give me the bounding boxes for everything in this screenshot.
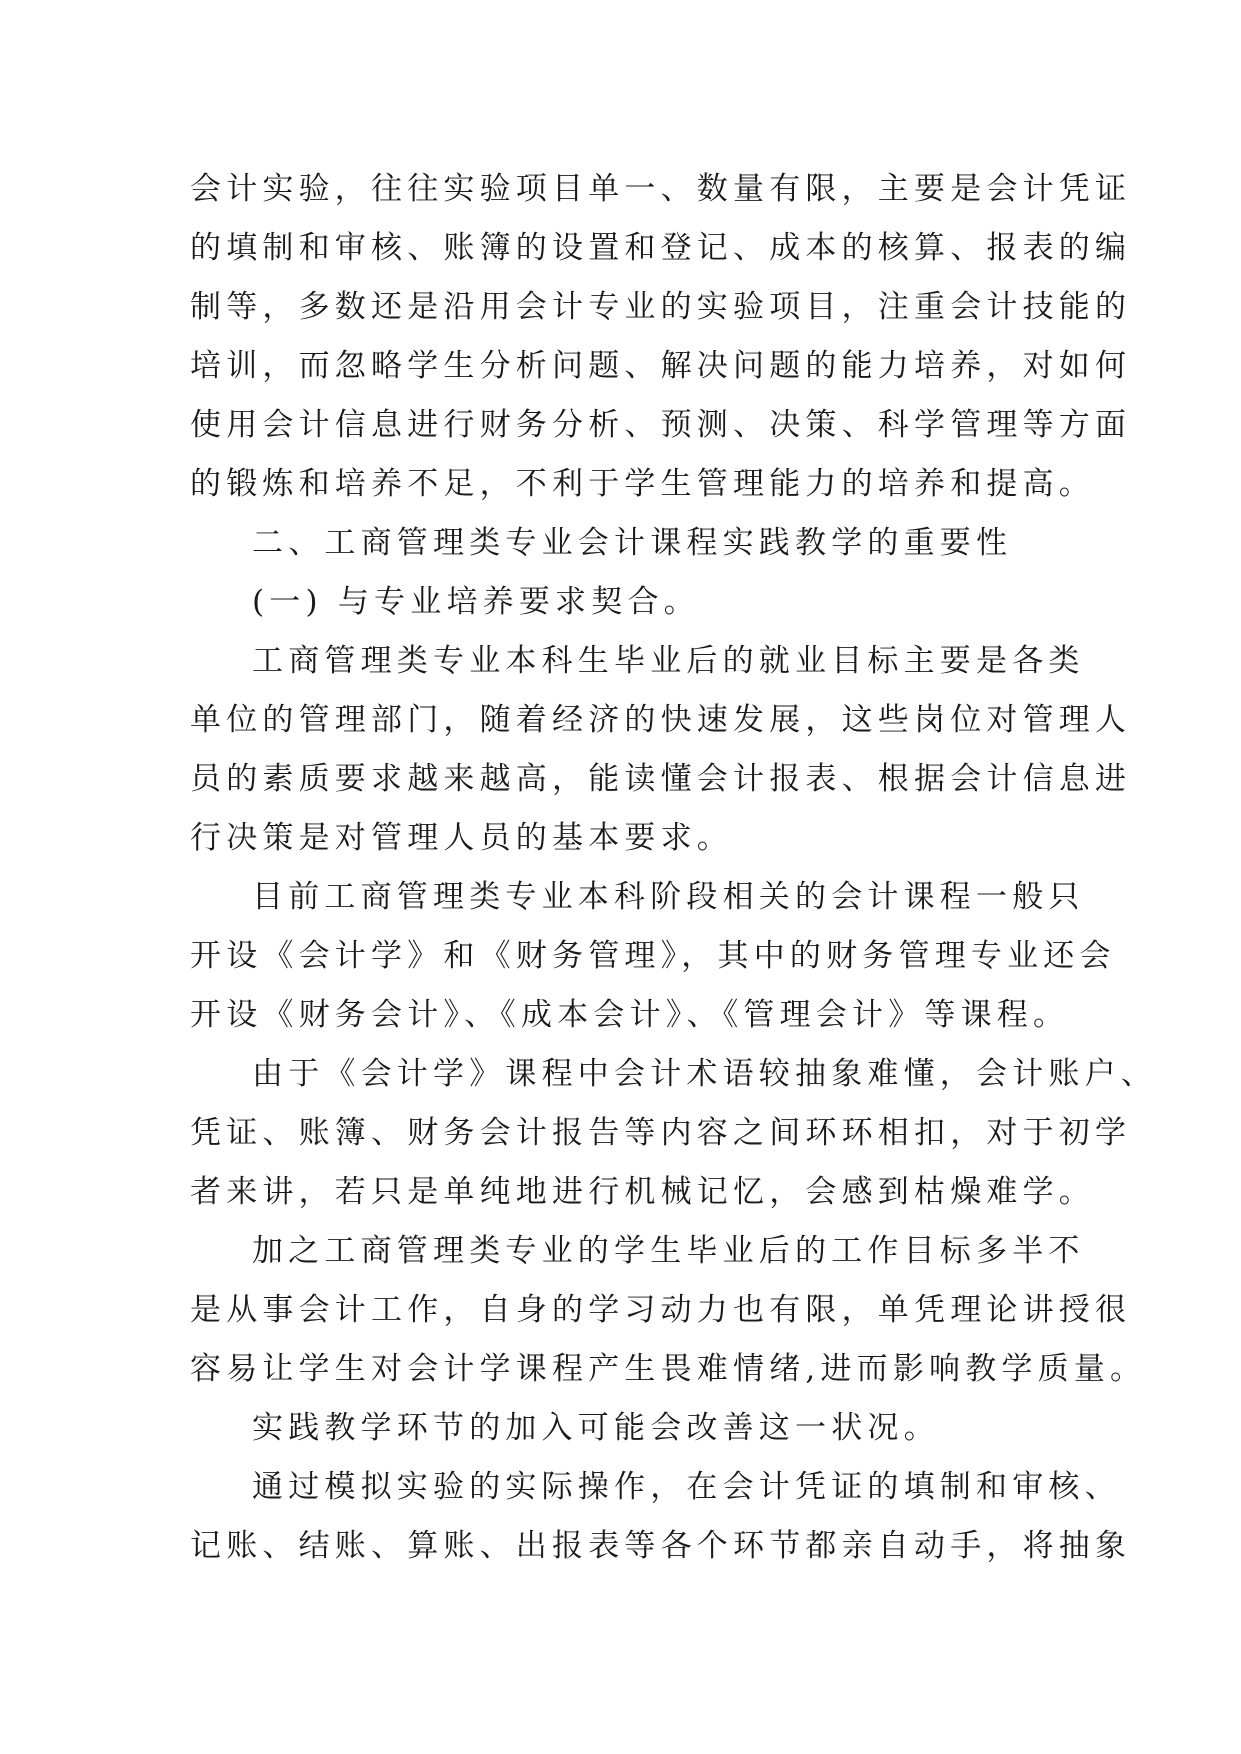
text-line: 制等，多数还是沿用会计专业的实验项目，注重会计技能的 (190, 289, 1132, 325)
text-line: 使用会计信息进行财务分析、预测、决策、科学管理等方面 (190, 407, 1132, 443)
text-line: 开设《财务会计》、《成本会计》、《管理会计》等课程。 (190, 997, 1070, 1033)
text-line: 的锻炼和培养不足，不利于学生管理能力的培养和提高。 (190, 466, 1095, 502)
text-line: 行决策是对管理人员的基本要求。 (190, 820, 733, 856)
text-line: 由于《会计学》课程中会计术语较抽象难懂，会计账户、 (252, 1056, 1157, 1092)
text-line: 员的素质要求越来越高，能读懂会计报表、根据会计信息进 (190, 761, 1132, 797)
text-line: 培训，而忽略学生分析问题、解决问题的能力培养，对如何 (190, 348, 1132, 384)
text-line: 二、工商管理类专业会计课程实践教学的重要性 (252, 525, 1013, 561)
text-line: 实践教学环节的加入可能会改善这一状况。 (252, 1410, 940, 1446)
text-line: 会计实验，往往实验项目单一、数量有限，主要是会计凭证 (190, 171, 1132, 207)
text-line: 是从事会计工作，自身的学习动力也有限，单凭理论讲授很 (190, 1292, 1132, 1328)
text-line: 容易让学生对会计学课程产生畏难情绪,进而影响教学质量。 (190, 1351, 1147, 1387)
text-line: 开设《会计学》和《财务管理》，其中的财务管理专业还会 (190, 938, 1116, 974)
text-line: 的填制和审核、账簿的设置和登记、成本的核算、报表的编 (190, 230, 1132, 266)
document-body (190, 160, 1157, 1576)
text-line: 者来讲，若只是单纯地进行机械记忆，会感到枯燥难学。 (190, 1174, 1095, 1210)
text-line: 工商管理类专业本科生毕业后的就业目标主要是各类 (252, 643, 1085, 679)
text-line: 加之工商管理类专业的学生毕业后的工作目标多半不 (252, 1233, 1085, 1269)
text-line: 目前工商管理类专业本科阶段相关的会计课程一般只 (252, 879, 1085, 915)
text-line: 凭证、账簿、财务会计报告等内容之间环环相扣，对于初学 (190, 1115, 1132, 1151)
text-line: (一) 与专业培养要求契合。 (252, 584, 700, 620)
text-line: 记账、结账、算账、出报表等各个环节都亲自动手，将抽象 (190, 1528, 1132, 1564)
text-line: 单位的管理部门，随着经济的快速发展，这些岗位对管理人 (190, 702, 1132, 738)
text-line: 通过模拟实验的实际操作，在会计凭证的填制和审核、 (252, 1469, 1121, 1505)
